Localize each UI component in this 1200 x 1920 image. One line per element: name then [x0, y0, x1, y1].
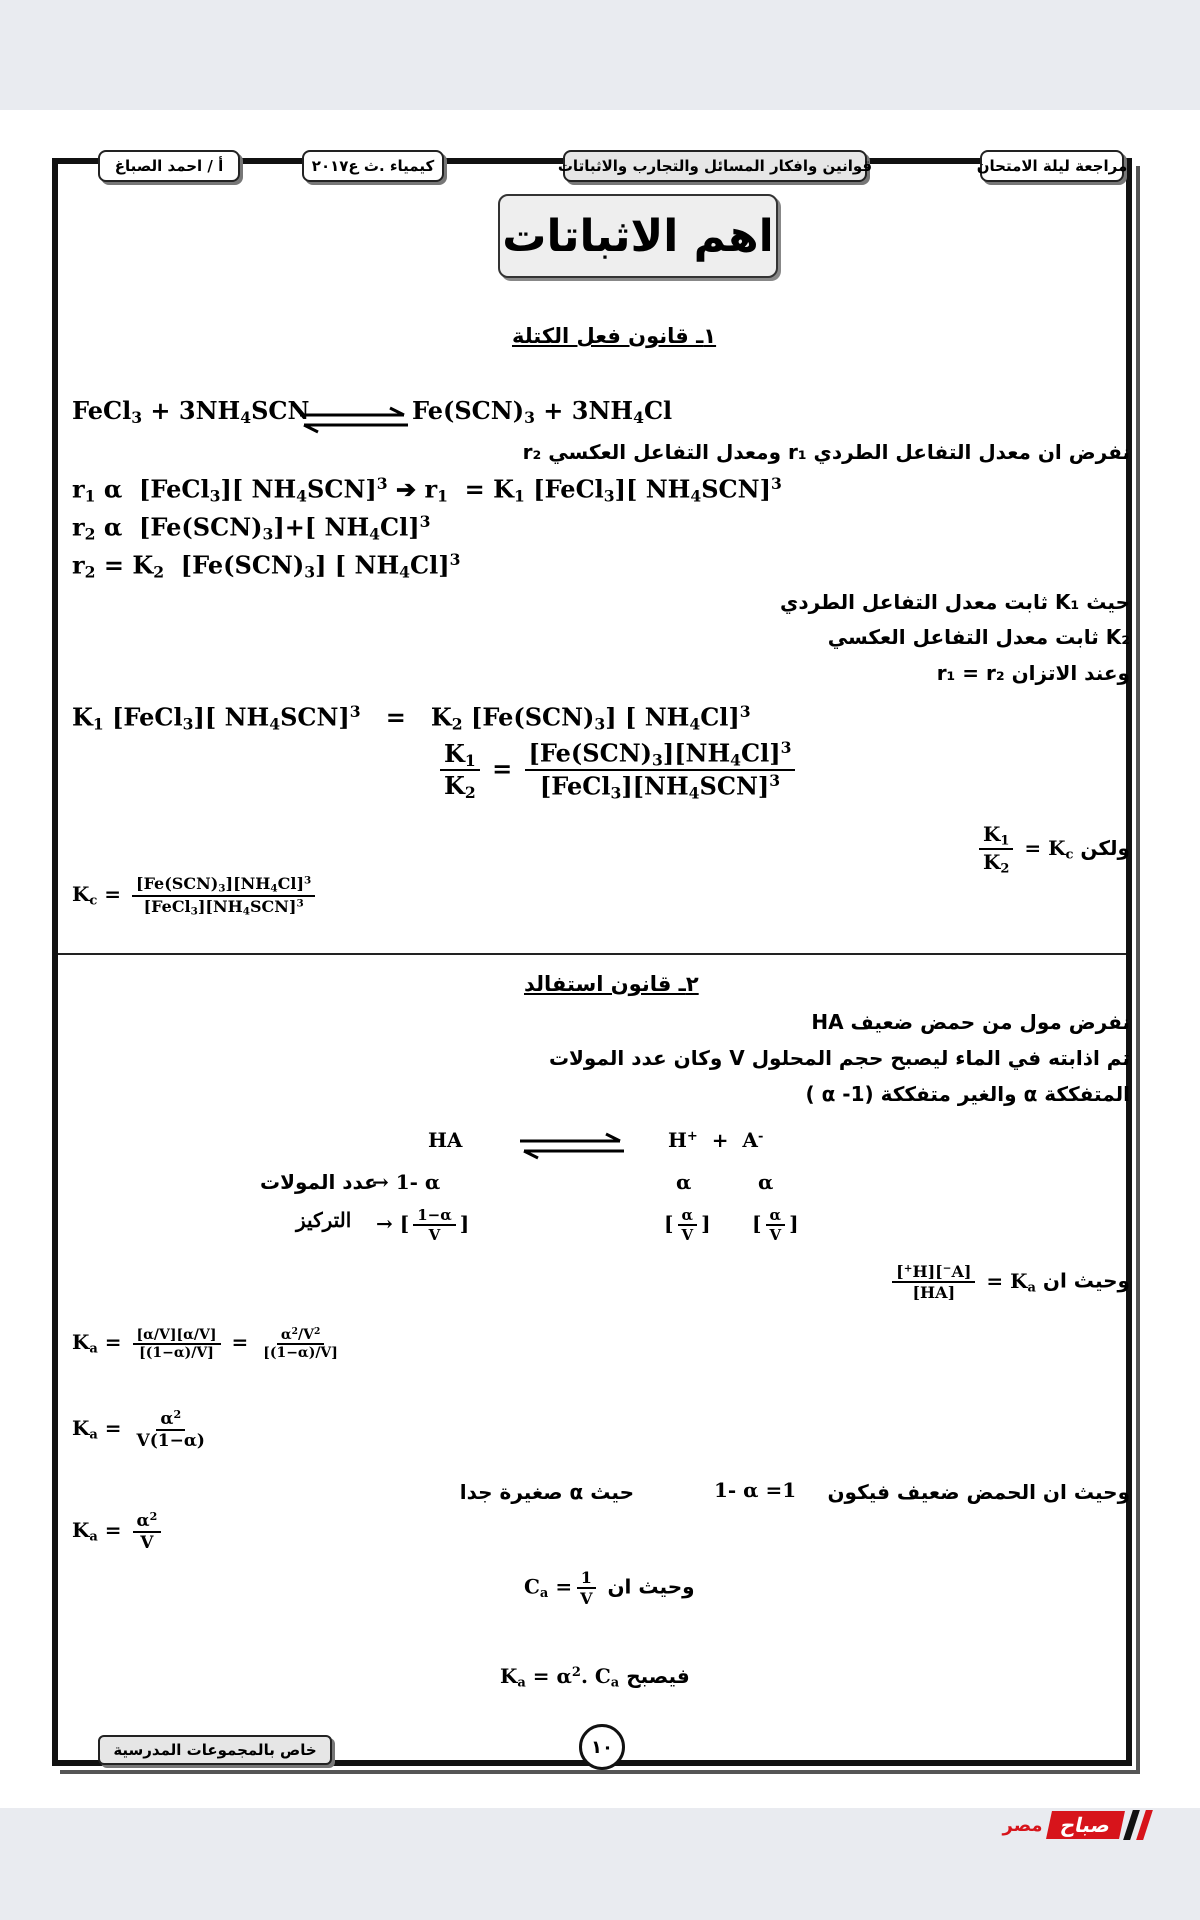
kc-result: $K_c$ = $\frac{[Fe(SCN)_3][NH_4Cl]^3}{[FeCl_3][NH_4SCN]^3}$ — [72, 874, 319, 917]
k1-definition: حيث K₁ ثابت معدل التفاعل الطردي — [780, 590, 1130, 614]
section-divider — [58, 953, 1126, 955]
ka-substitution: $K_a$ = $\frac{[\alpha/V][\alpha/V]}{[(1-\alpha)/V]}$ = $\frac{\alpha^2/V^2}{[(1-\alpha)/V]}$ — [72, 1326, 338, 1361]
top-margin — [0, 0, 1200, 110]
moles-h: α — [676, 1170, 692, 1194]
page-number: ١٠ — [579, 1724, 625, 1770]
ostwald-line2: تم اذابته في الماء ليصبح حجم المحلول V وكان عدد المولات — [548, 1046, 1130, 1070]
kc-definition: ولكن $K_c$ = $\frac{K_1}{K_2}$ — [975, 822, 1130, 877]
k2-definition: K₂ ثابت معدل التفاعل العكسي — [827, 625, 1130, 649]
ka-final: $K_a$ = $\frac{\alpha^2}{V}$ — [72, 1510, 165, 1553]
header-teacher: أ / احمد الصباغ — [98, 150, 240, 182]
logo-bar-red-icon — [1136, 1810, 1153, 1840]
equation-reaction: FeCl$_3$ + $3NH_4SCN$ — [72, 396, 310, 427]
ratio-equation: $\frac{K_1}{K_2}$ = $\frac{[Fe(SCN)_3][NH_4Cl]^3}{[FeCl_3][NH_4SCN]^3}$ — [436, 738, 799, 803]
conc-ha: → [ $\frac{1-\alpha}{V}$ ] — [376, 1206, 470, 1244]
moles-arrow: → 1- α — [372, 1170, 441, 1194]
ostwald-line3: المتفككة α والغير متفككة (α -1 ) — [805, 1082, 1130, 1106]
alpha-small-note: حيث α صغيرة جدا — [459, 1480, 634, 1504]
acid-ha: HA — [428, 1128, 463, 1152]
conc-a: [ $\frac{\alpha}{V}$ ] — [752, 1206, 799, 1244]
ionization-arrows-icon — [518, 1132, 626, 1162]
ka-ca-equation: $K_a = \alpha^2$. $C_a$ فيصبح — [500, 1664, 690, 1691]
ka-simplified: $K_a$ = $\frac{\alpha^2}{V(1-\alpha)}$ — [72, 1408, 205, 1452]
ions: H+ + A- — [668, 1128, 764, 1152]
ca-equation: $C_a$ = $\frac{1}{V}$ وحيث ان — [524, 1568, 695, 1608]
weak-acid-note: وحيث ان الحمض ضعيف فيكون — [827, 1480, 1130, 1504]
logo-masr: مصر — [1002, 1814, 1043, 1836]
header-review: مراجعة ليلة الامتحان — [980, 150, 1124, 182]
becomes-label: فيصبح — [626, 1664, 690, 1688]
equilibrium-equation: $K_1$ [FeCl$_3$][ $NH_4SCN]^3 = K_2$ $[Fe(SCN)_3]$ [ $NH_4Cl]^3$ — [72, 702, 751, 734]
moles-label: عدد المولات — [260, 1170, 378, 1194]
ca-since-label: وحيث ان — [607, 1574, 695, 1599]
ostwald-line1: نفرض مول من حمض ضعيف HA — [811, 1010, 1130, 1034]
moles-a: α — [758, 1170, 774, 1194]
header-laws: قوانين وافكار المسائل والتجارب والاثباتات — [563, 150, 867, 182]
rate-r1: $r_1$ α [FeCl$_3$][ $NH_4SCN]^3$ ➔ $r_1 = K_1$ [FeCl$_3$][ $NH_4SCN]^3$ — [72, 474, 782, 506]
logo-sabah: صباح — [1046, 1811, 1125, 1839]
one-minus-alpha: 1- α =1 — [714, 1478, 797, 1502]
document-page — [0, 110, 1200, 1808]
but-label: ولكن — [1080, 835, 1130, 860]
assume-rates: نفرض ان معدل التفاعل الطردي r₁ ومعدل التفاعل العكسي r₂ — [522, 440, 1130, 464]
site-logo — [1003, 1807, 1149, 1843]
conc-h: [ $\frac{\alpha}{V}$ ] — [664, 1206, 711, 1244]
section2-heading: ٢ـ قانون استفالد — [524, 972, 699, 996]
since-label: وحيث ان — [1042, 1268, 1130, 1293]
moles-row — [260, 1170, 378, 1194]
ka-definition: وحيث ان $K_a$ = $\frac{[A^-][H^+]}{[HA]}$ — [888, 1262, 1130, 1302]
rate-r2-k: $r_2 = K_2$ $[Fe(SCN)_3]$ [ $NH_4Cl]^3$ — [72, 550, 461, 582]
equilibrium-condition: وعند الاتزان r₁ = r₂ — [936, 661, 1130, 685]
header-subject: كيمياء .ث ع٢٠١٧ — [302, 150, 444, 182]
page-title: اهم الاثباتات — [498, 194, 778, 278]
equilibrium-arrows-icon — [298, 406, 410, 436]
footer-groups: خاص بالمجموعات المدرسية — [98, 1735, 332, 1765]
rate-r2: $r_2$ α $[Fe(SCN)_3]+$[ $NH_4Cl]^3$ — [72, 512, 431, 544]
equation-products: $Fe(SCN)_3 + 3NH_4Cl$ — [412, 396, 673, 427]
conc-label: التركيز — [296, 1208, 352, 1232]
section1-heading: ١ـ قانون فعل الكتلة — [512, 324, 717, 348]
